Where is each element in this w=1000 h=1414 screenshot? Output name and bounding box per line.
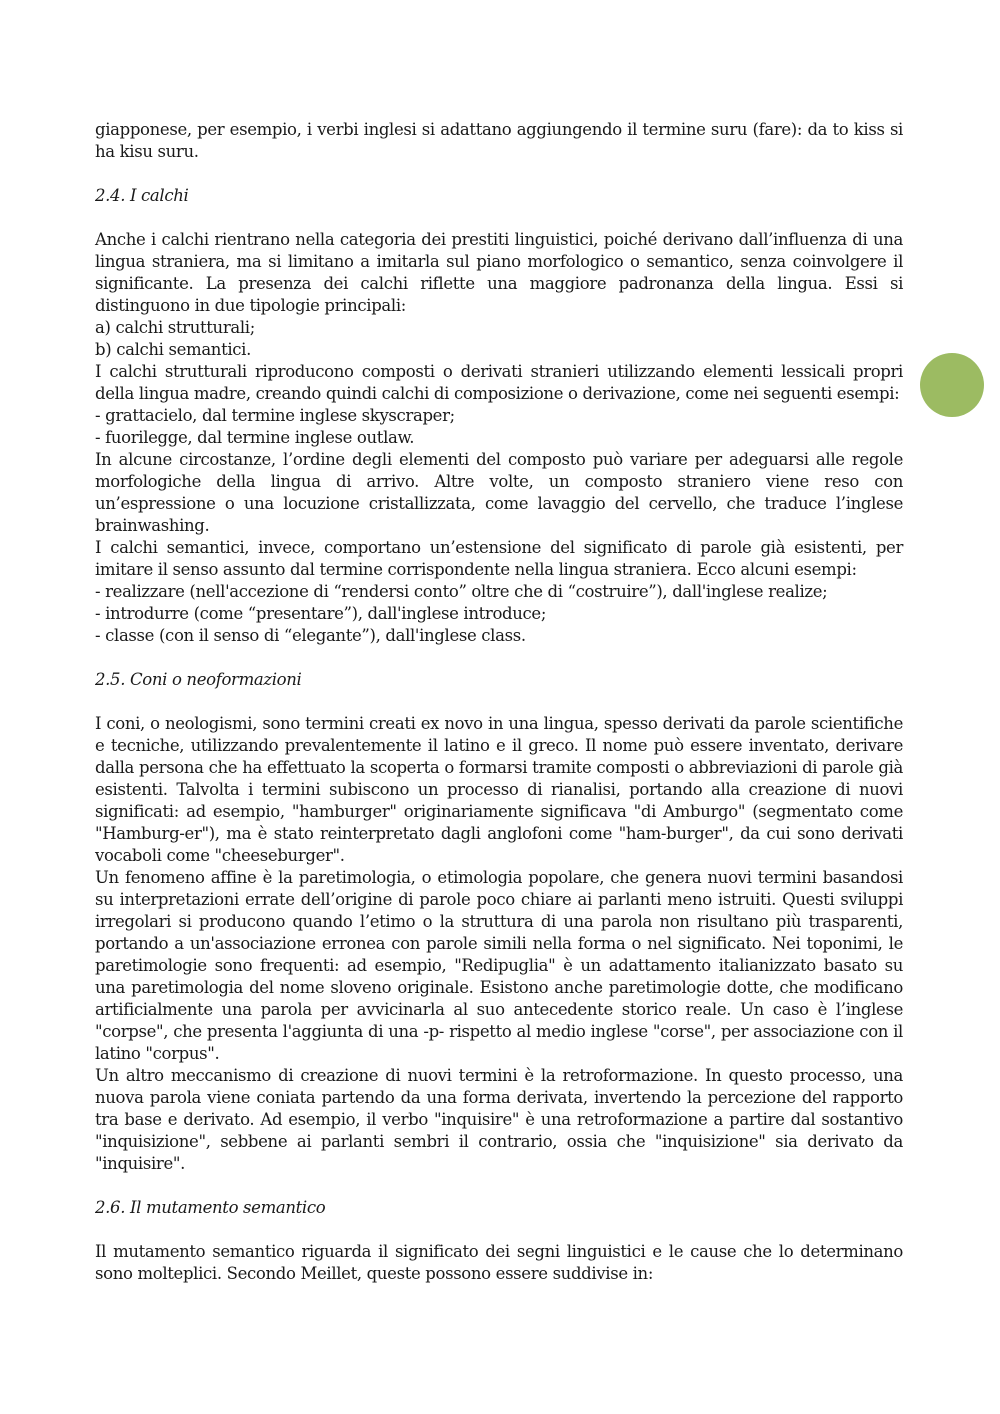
spacer [95,207,903,229]
structural-example-item: - fuorilegge, dal termine inglese outlaw. [95,428,415,447]
section-heading-calchi: 2.4. I calchi [95,186,189,205]
semantic-example-item: - classe (con il senso di “elegante”), dall'inglese class. [95,626,526,645]
spacer [95,691,903,713]
structural-example-item: - grattacielo, dal termine inglese skyscraper; [95,406,455,425]
mutamento-paragraph-1: Il mutamento semantico riguarda il significato dei segni linguistici e le cause che lo determinano sono molteplici. Secondo Meillet, queste possono essere suddivise in: [95,1242,903,1283]
document-page [95,119,903,1285]
calchi-paragraph-4: I calchi semantici, invece, comportano un’estensione del significato di parole già esistenti, per imitare il senso assunto dal termine corrispondente nella lingua straniera. Ecco alcuni esempi: [95,538,903,579]
calchi-paragraph-2: I calchi strutturali riproducono composti o derivati stranieri utilizzando elementi lessicali propri della lingua madre, creando quindi calchi di composizione o derivazione, come nei seguenti esempi: [95,362,903,403]
decorative-green-circle [920,353,984,417]
calchi-paragraph-1: Anche i calchi rientrano nella categoria dei prestiti linguistici, poiché derivano dall’influenza di una lingua straniera, ma si limitano a imitarla sul piano morfologico o semantico, senza coinvolgere il significante. La presenza dei calchi riflette una maggiore padronanza della lingua. Essi si distinguono in due tipologie principali: [95,230,903,315]
semantic-example-item: - realizzare (nell'accezione di “rendersi conto” oltre che di “costruire”), dall'inglese realize; [95,582,828,601]
semantic-example-item: - introdurre (come “presentare”), dall'inglese introduce; [95,604,547,623]
section-heading-mutamento: 2.6. Il mutamento semantico [95,1198,326,1217]
coni-paragraph-2: Un fenomeno affine è la paretimologia, o etimologia popolare, che genera nuovi termini basandosi su interpretazioni errate dell’origine di parole poco chiare ai parlanti meno istruiti. Questi sviluppi irregolari si producono quando l’etimo o la struttura di una parola non risultano più trasparenti, portando a un'associazione erronea con parole simili nella forma o nel significato. Nei toponimi, le paretimologie sono frequenti: ad esempio, "Redipuglia" è un adattamento italianizzato basato su una paretimologia del nome sloveno originale. Esistono anche paretimologie dotte, che modificano artificialmente una parola per avvicinarla al suo antecedente storico reale. Un caso è l’inglese "corpse", che presenta l'aggiunta di una -p- rispetto al medio inglese "corse", per associazione con il latino "corpus". [95,868,903,1063]
spacer [95,163,903,185]
section-heading-coni: 2.5. Coni o neoformazioni [95,670,302,689]
intro-paragraph: giapponese, per esempio, i verbi inglesi si adattano aggiungendo il termine suru (fare): da to kiss si ha kisu suru. [95,120,903,161]
calchi-type-item: b) calchi semantici. [95,340,252,359]
calchi-type-item: a) calchi strutturali; [95,318,255,337]
coni-paragraph-1: I coni, o neologismi, sono termini creati ex novo in una lingua, spesso derivati da parole scientifiche e tecniche, utilizzando prevalentemente il latino e il greco. Il nome può essere inventato, derivare dalla persona che ha effettuato la scoperta o formarsi tramite composti o abbreviazioni di parole già esistenti. Talvolta i termini subiscono un processo di rianalisi, portando alla creazione di nuovi significati: ad esempio, "hamburger" originariamente significava "di Amburgo" (segmentato come "Hamburg-er"), ma è stato reinterpretato dagli anglofoni come "ham-burger", da cui sono derivati vocaboli come "cheeseburger". [95,714,903,865]
calchi-paragraph-3: In alcune circostanze, l’ordine degli elementi del composto può variare per adeguarsi alle regole morfologiche della lingua di arrivo. Altre volte, un composto straniero viene reso con un’espressione o una locuzione cristallizzata, come lavaggio del cervello, che traduce l’inglese brainwashing. [95,450,903,535]
spacer [95,1219,903,1241]
coni-paragraph-3: Un altro meccanismo di creazione di nuovi termini è la retroformazione. In questo processo, una nuova parola viene coniata partendo da una forma derivata, invertendo la percezione del rapporto tra base e derivato. Ad esempio, il verbo "inquisire" è una retroformazione a partire dal sostantivo "inquisizione", sebbene ai parlanti sembri il contrario, ossia che "inquisizione" sia derivato da "inquisire". [95,1066,903,1173]
spacer [95,1175,903,1197]
spacer [95,647,903,669]
